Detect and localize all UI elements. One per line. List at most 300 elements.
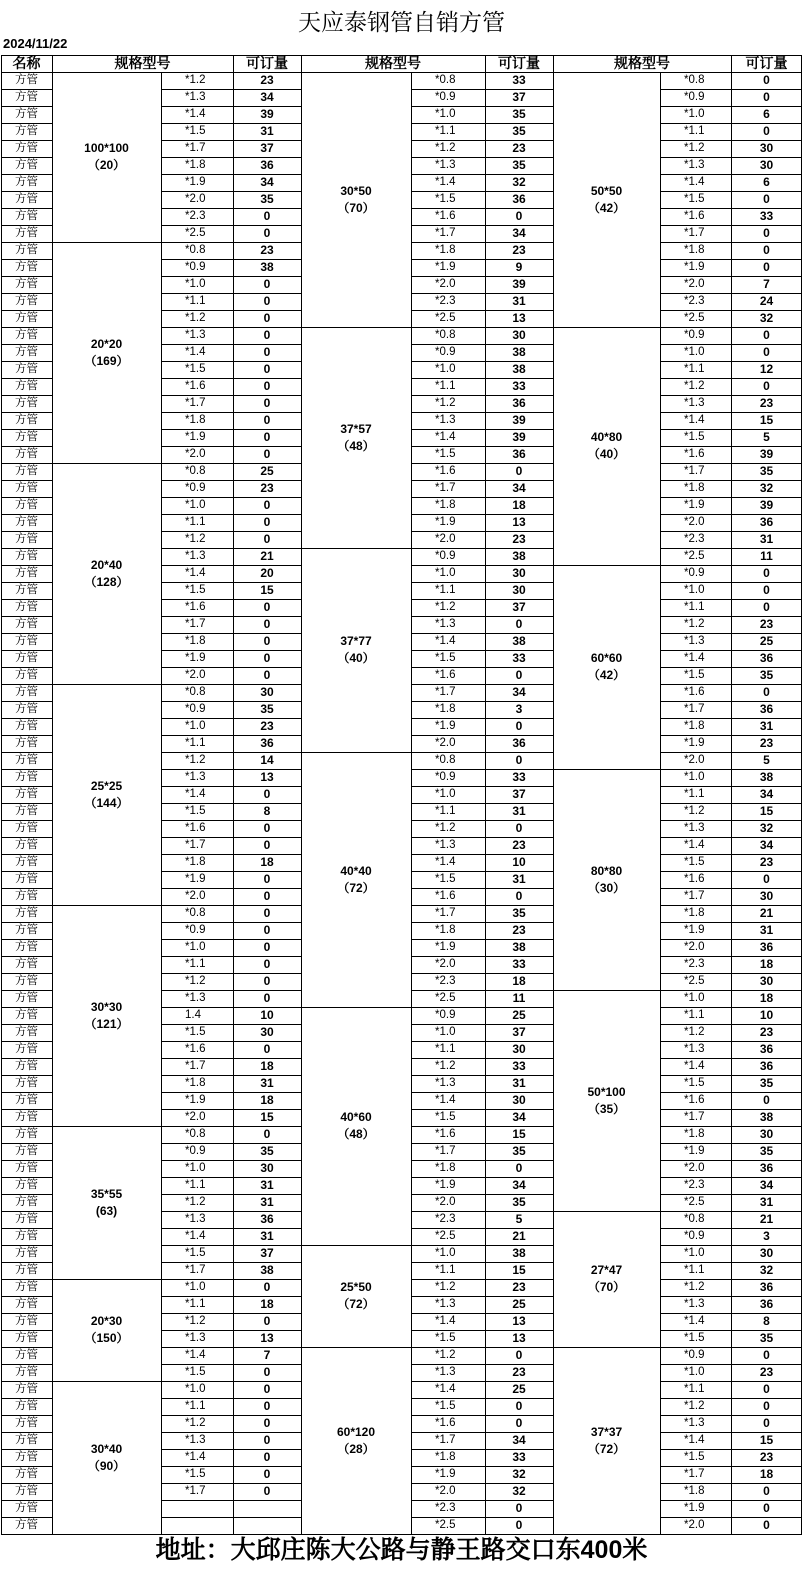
thickness-cell: *1.3: [684, 397, 705, 409]
spec-size: 30*40: [90, 1441, 123, 1456]
row-divider: [411, 820, 553, 821]
row-divider: [161, 616, 301, 617]
row-divider: [1, 752, 52, 753]
qty-cell: 18: [260, 1093, 274, 1107]
thickness-cell: *1.7: [435, 686, 456, 698]
spec-size: 30*30: [90, 999, 123, 1014]
thickness-cell: *1.3: [185, 771, 206, 783]
thickness-cell: *1.9: [435, 261, 456, 273]
row-name: 方管: [15, 1417, 38, 1429]
thickness-cell: *1.0: [435, 567, 456, 579]
column-divider: [731, 55, 732, 72]
qty-cell: 0: [263, 838, 271, 852]
thickness-cell: *1.5: [185, 584, 206, 596]
row-name: 方管: [15, 703, 38, 715]
thickness-cell: *2.0: [684, 941, 705, 953]
thickness-cell: *1.0: [435, 1026, 456, 1038]
thickness-cell: *2.5: [684, 975, 705, 987]
thickness-cell: *1.7: [185, 1485, 206, 1497]
thickness-cell: *1.1: [185, 1179, 206, 1191]
thickness-cell: *1.6: [435, 465, 456, 477]
qty-cell: 23: [260, 243, 274, 257]
thickness-cell: *1.4: [684, 176, 705, 188]
thickness-cell: *0.8: [185, 907, 206, 919]
row-divider: [411, 565, 553, 566]
qty-cell: 8: [263, 804, 271, 818]
row-name: 方管: [15, 1400, 38, 1412]
row-divider: [161, 140, 301, 141]
qty-cell: 23: [260, 719, 274, 733]
qty-cell: 0: [263, 1484, 271, 1498]
qty-cell: 25: [260, 464, 274, 478]
thickness-cell: *2.5: [684, 1196, 705, 1208]
column-divider: [301, 72, 302, 1534]
thickness-cell: *1.2: [435, 1281, 456, 1293]
thickness-cell: *1.4: [435, 1383, 456, 1395]
spec-group-label: [553, 1084, 660, 1118]
thickness-cell: *1.1: [684, 1009, 705, 1021]
thickness-cell: *2.5: [185, 227, 206, 239]
row-name: 方管: [15, 397, 38, 409]
thickness-cell: *1.2: [435, 822, 456, 834]
qty-cell: 32: [512, 175, 526, 189]
thickness-cell: *1.5: [185, 1366, 206, 1378]
qty-cell: 38: [512, 940, 526, 954]
qty-cell: 35: [512, 1195, 526, 1209]
qty-cell: 32: [512, 1467, 526, 1481]
qty-cell: 14: [260, 753, 274, 767]
qty-cell: 0: [263, 1042, 271, 1056]
row-divider: [411, 497, 553, 498]
qty-cell: 0: [263, 209, 271, 223]
row-divider: [411, 1381, 553, 1382]
row-divider: [411, 803, 553, 804]
qty-cell: 38: [759, 770, 774, 784]
spec-size: 20*30: [90, 1314, 123, 1328]
qty-cell: 35: [260, 192, 274, 206]
qty-cell: 0: [763, 379, 770, 393]
spec-size: 25*50: [340, 1280, 372, 1294]
thickness-cell: *1.7: [185, 142, 206, 154]
spec-size: 50*100: [587, 1084, 626, 1099]
row-divider: [161, 888, 301, 889]
row-divider: [161, 837, 301, 838]
qty-cell: 0: [515, 668, 523, 682]
thickness-cell: *1.4: [185, 1230, 206, 1242]
qty-cell: 35: [512, 124, 526, 138]
thickness-cell: *1.1: [435, 805, 456, 817]
row-divider: [161, 1517, 301, 1518]
row-divider: [1, 395, 52, 396]
row-name: 方管: [15, 1281, 38, 1293]
thickness-cell: *1.6: [185, 822, 206, 834]
thickness-cell: *0.9: [684, 1230, 705, 1242]
row-name: 方管: [15, 1179, 38, 1191]
qty-cell: 35: [512, 1144, 526, 1158]
qty-cell: 23: [260, 73, 274, 87]
row-divider: [1, 1075, 52, 1076]
thickness-cell: *1.0: [435, 788, 456, 800]
qty-cell: 0: [263, 345, 271, 359]
qty-cell: 0: [263, 821, 271, 835]
row-divider: [161, 650, 301, 651]
row-name: 方管: [15, 1349, 38, 1361]
row-divider: [161, 667, 301, 668]
thickness-cell: *1.3: [185, 91, 206, 103]
row-divider: [161, 514, 301, 515]
thickness-cell: *1.3: [435, 839, 456, 851]
row-name: 方管: [15, 482, 38, 494]
row-divider: [411, 531, 553, 532]
thickness-cell: *1.4: [684, 839, 705, 851]
thickness-cell: *2.5: [684, 312, 705, 324]
row-name: 方管: [15, 1298, 38, 1310]
qty-cell: 35: [512, 107, 526, 121]
row-divider: [161, 361, 301, 362]
row-divider: [1, 361, 52, 362]
header-spec: 规格型号: [614, 55, 670, 71]
row-name: 方管: [15, 941, 38, 953]
row-name: 方管: [15, 737, 38, 749]
thickness-cell: *1.2: [684, 805, 705, 817]
row-divider: [1, 1245, 52, 1246]
qty-cell: 0: [263, 1127, 271, 1141]
qty-cell: 30: [260, 1161, 274, 1175]
thickness-cell: 1.4: [185, 1009, 201, 1021]
row-name: 方管: [15, 363, 38, 375]
row-name: 方管: [15, 244, 38, 256]
row-divider: [411, 1296, 553, 1297]
row-divider: [1, 888, 52, 889]
row-divider: [411, 837, 553, 838]
row-divider: [411, 956, 553, 957]
qty-cell: 25: [759, 634, 774, 648]
row-divider: [161, 106, 301, 107]
thickness-cell: *1.9: [185, 431, 206, 443]
qty-cell: 18: [759, 1467, 774, 1481]
row-divider: [1, 667, 52, 668]
row-name: 方管: [15, 839, 38, 851]
thickness-cell: *1.7: [185, 1060, 206, 1072]
row-divider: [411, 412, 553, 413]
column-divider: [233, 72, 234, 1534]
row-name: 方管: [15, 618, 38, 630]
qty-cell: 23: [759, 396, 774, 410]
row-divider: [1, 429, 52, 430]
qty-cell: 31: [759, 923, 774, 937]
row-divider: [411, 888, 553, 889]
qty-cell: 5: [763, 753, 770, 767]
thickness-cell: *1.1: [684, 363, 705, 375]
row-divider: [1, 191, 52, 192]
row-divider: [1, 1466, 52, 1467]
spec-count: （72）: [337, 1297, 375, 1311]
thickness-cell: *1.9: [684, 499, 705, 511]
thickness-cell: *0.8: [435, 329, 456, 341]
row-divider: [411, 174, 553, 175]
qty-cell: 36: [759, 1059, 774, 1073]
qty-cell: 15: [759, 1433, 774, 1447]
row-divider: [161, 786, 301, 787]
row-divider: [161, 1313, 301, 1314]
row-divider: [1, 1143, 52, 1144]
qty-cell: 30: [759, 158, 774, 172]
thickness-cell: *1.4: [435, 176, 456, 188]
thickness-cell: *1.0: [435, 108, 456, 120]
row-divider: [1, 1449, 52, 1450]
row-divider: [1, 973, 52, 974]
spec-group-label: [301, 421, 411, 455]
qty-cell: 39: [759, 447, 774, 461]
thickness-cell: *1.3: [185, 550, 206, 562]
qty-cell: 0: [263, 651, 271, 665]
row-divider: [411, 344, 553, 345]
row-name: 方管: [15, 1264, 38, 1276]
qty-cell: 9: [515, 260, 523, 274]
thickness-cell: *2.0: [435, 737, 456, 749]
spec-count: （72）: [587, 1441, 626, 1456]
spec-count: （42）: [587, 200, 626, 215]
thickness-cell: *1.8: [684, 482, 705, 494]
thickness-cell: *1.0: [684, 992, 705, 1004]
qty-cell: 0: [515, 889, 523, 903]
qty-cell: 11: [760, 549, 773, 563]
thickness-cell: *1.1: [185, 958, 206, 970]
row-divider: [1, 565, 52, 566]
qty-cell: 0: [763, 124, 770, 138]
row-divider: [411, 1449, 553, 1450]
qty-cell: 38: [512, 362, 526, 376]
thickness-cell: *1.5: [684, 1077, 705, 1089]
row-divider: [1, 514, 52, 515]
qty-cell: 34: [759, 1178, 774, 1192]
thickness-cell: *1.9: [435, 1468, 456, 1480]
spec-count: （150）: [84, 1331, 129, 1345]
row-divider: [1, 310, 52, 311]
row-divider: [1, 344, 52, 345]
row-name: 方管: [15, 1009, 38, 1021]
qty-cell: 31: [512, 1076, 526, 1090]
qty-cell: 32: [759, 1263, 774, 1277]
column-divider: [52, 55, 53, 72]
row-name: 方管: [15, 516, 38, 528]
thickness-cell: *1.5: [185, 1026, 206, 1038]
row-divider: [1, 820, 52, 821]
qty-cell: 0: [263, 1433, 271, 1447]
thickness-cell: *1.4: [684, 414, 705, 426]
row-divider: [161, 344, 301, 345]
row-divider: [161, 701, 301, 702]
qty-cell: 23: [512, 838, 526, 852]
qty-cell: 0: [263, 294, 271, 308]
qty-cell: 38: [512, 549, 526, 563]
qty-cell: 34: [512, 481, 526, 495]
thickness-cell: *0.9: [435, 550, 456, 562]
row-divider: [411, 106, 553, 107]
qty-cell: 33: [512, 1059, 526, 1073]
qty-cell: 25: [512, 1382, 526, 1396]
qty-cell: 18: [260, 855, 274, 869]
row-divider: [1, 1296, 52, 1297]
thickness-cell: *1.0: [185, 1383, 206, 1395]
thickness-cell: *1.7: [185, 839, 206, 851]
thickness-cell: *1.1: [435, 380, 456, 392]
qty-cell: 35: [759, 1144, 774, 1158]
thickness-cell: *1.5: [684, 856, 705, 868]
thickness-cell: *1.3: [684, 635, 705, 647]
thickness-cell: *0.9: [684, 567, 705, 579]
row-divider: [411, 905, 553, 906]
qty-cell: 0: [763, 685, 770, 699]
qty-cell: 23: [512, 141, 526, 155]
qty-cell: 34: [512, 1178, 526, 1192]
thickness-cell: *1.0: [684, 771, 705, 783]
row-name: 方管: [15, 805, 38, 817]
qty-cell: 0: [515, 821, 523, 835]
row-name: 方管: [15, 1468, 38, 1480]
thickness-cell: *1.0: [684, 346, 705, 358]
thickness-cell: *1.4: [435, 431, 456, 443]
qty-cell: 32: [512, 1484, 526, 1498]
qty-cell: 23: [260, 481, 274, 495]
qty-cell: 0: [263, 430, 271, 444]
thickness-cell: *1.7: [684, 465, 705, 477]
row-divider: [161, 1058, 301, 1059]
qty-cell: 0: [263, 1416, 271, 1430]
qty-cell: 11: [512, 991, 526, 1005]
row-name: 方管: [15, 278, 38, 290]
row-divider: [1, 1313, 52, 1314]
thickness-cell: *1.7: [684, 1111, 705, 1123]
row-divider: [411, 429, 553, 430]
thickness-cell: *1.6: [684, 1094, 705, 1106]
thickness-cell: *1.0: [684, 108, 705, 120]
qty-cell: 0: [263, 447, 271, 461]
row-divider: [161, 1483, 301, 1484]
thickness-cell: *1.4: [435, 1094, 456, 1106]
thickness-cell: *1.0: [684, 1366, 705, 1378]
spec-group-label: [301, 1279, 411, 1313]
row-name: 方管: [15, 720, 38, 732]
row-divider: [411, 633, 553, 634]
row-divider: [1, 1262, 52, 1263]
thickness-cell: *2.0: [435, 1485, 456, 1497]
qty-cell: 34: [512, 685, 526, 699]
qty-cell: 0: [263, 396, 271, 410]
qty-cell: 36: [759, 1161, 774, 1175]
row-divider: [1, 1364, 52, 1365]
thickness-cell: *1.6: [435, 210, 456, 222]
page-title: 天应泰钢管自销方管: [298, 10, 505, 36]
thickness-cell: *1.8: [684, 720, 705, 732]
header-spec: 规格型号: [114, 55, 171, 71]
spec-group-label: [301, 633, 411, 667]
qty-cell: 0: [263, 1365, 271, 1379]
thickness-cell: *1.6: [435, 669, 456, 681]
thickness-cell: *0.8: [684, 74, 705, 86]
qty-cell: 36: [260, 1212, 274, 1226]
thickness-cell: *1.0: [185, 278, 206, 290]
row-name: 方管: [15, 1230, 38, 1242]
thickness-cell: *1.2: [185, 533, 206, 545]
qty-cell: 6: [763, 107, 770, 121]
row-divider: [411, 293, 553, 294]
row-divider: [161, 854, 301, 855]
row-divider: [161, 191, 301, 192]
qty-cell: 18: [512, 974, 526, 988]
qty-cell: 5: [763, 430, 770, 444]
row-name: 方管: [15, 261, 38, 273]
qty-cell: 31: [512, 804, 526, 818]
row-divider: [161, 820, 301, 821]
spec-count: （40）: [587, 447, 626, 461]
qty-cell: 32: [759, 311, 774, 325]
thickness-cell: *2.0: [185, 193, 206, 205]
row-divider: [161, 1466, 301, 1467]
row-divider: [1, 735, 52, 736]
row-divider: [161, 599, 301, 600]
row-divider: [1, 1041, 52, 1042]
header-qty: 可订量: [498, 55, 540, 71]
thickness-cell: *1.6: [684, 873, 705, 885]
row-divider: [161, 1500, 301, 1501]
thickness-cell: *1.3: [435, 159, 456, 171]
qty-cell: 18: [260, 1297, 274, 1311]
spec-count: （90）: [87, 1458, 126, 1473]
qty-cell: 0: [763, 1399, 770, 1413]
row-divider: [411, 208, 553, 209]
row-name: 方管: [15, 1315, 38, 1327]
row-name: 方管: [15, 1094, 38, 1106]
thickness-cell: *0.9: [684, 1349, 705, 1361]
qty-cell: [233, 1500, 301, 1517]
row-divider: [411, 395, 553, 396]
row-divider: [161, 531, 301, 532]
row-divider: [411, 871, 553, 872]
thickness-cell: *0.8: [684, 1213, 705, 1225]
thickness-cell: *2.0: [435, 278, 456, 290]
row-divider: [161, 412, 301, 413]
spec-count: (63): [95, 1203, 118, 1218]
row-divider: [1, 1347, 52, 1348]
row-name: 方管: [15, 1060, 38, 1072]
qty-cell: 30: [512, 566, 526, 580]
row-name: 方管: [15, 788, 38, 800]
thickness-cell: *2.5: [435, 312, 456, 324]
spec-size: 35*55: [90, 1186, 123, 1201]
row-divider: [161, 922, 301, 923]
qty-cell: 0: [515, 1348, 523, 1362]
thickness-cell: *2.5: [435, 1519, 456, 1531]
thickness-cell: *1.2: [185, 1417, 206, 1429]
thickness-cell: *0.8: [435, 74, 456, 86]
row-divider: [1, 1228, 52, 1229]
qty-cell: 0: [763, 600, 770, 614]
qty-cell: 39: [512, 430, 526, 444]
qty-cell: 36: [759, 1042, 774, 1056]
row-divider: [1, 327, 52, 328]
qty-cell: 25: [512, 1008, 526, 1022]
qty-cell: 0: [263, 1382, 271, 1396]
row-name: 方管: [15, 652, 38, 664]
qty-cell: 35: [512, 158, 526, 172]
row-divider: [161, 565, 301, 566]
thickness-cell: *2.3: [684, 295, 705, 307]
row-divider: [161, 480, 301, 481]
thickness-cell: *1.0: [185, 1162, 206, 1174]
qty-cell: 15: [512, 1127, 526, 1141]
qty-cell: 0: [515, 617, 523, 631]
